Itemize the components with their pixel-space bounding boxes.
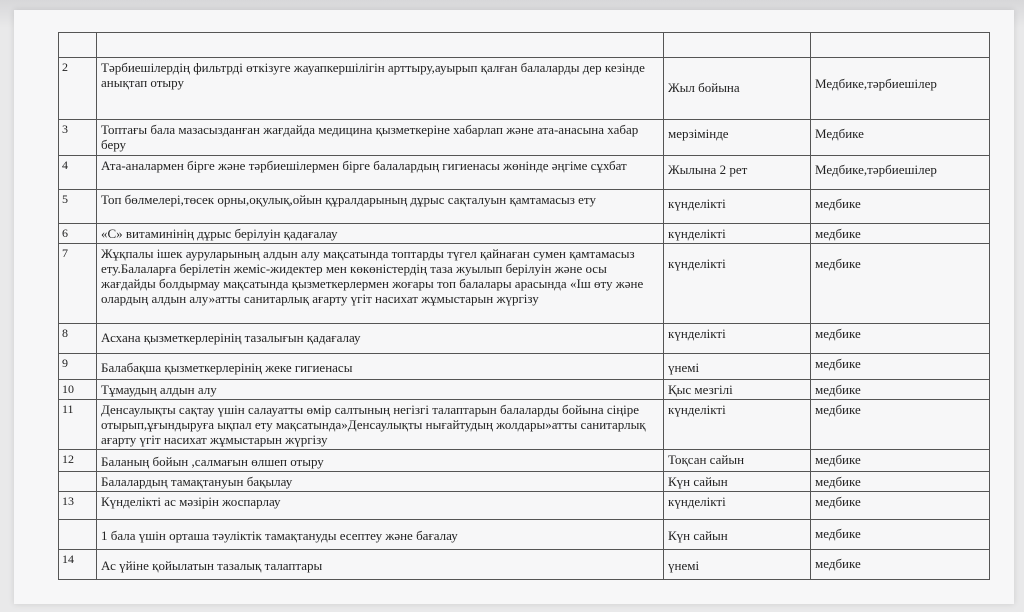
table-row xyxy=(59,120,990,156)
table-row xyxy=(59,224,990,244)
row-number xyxy=(59,472,97,492)
row-number: 10 xyxy=(59,380,97,400)
table-row xyxy=(59,244,990,324)
responsible-cell: медбике xyxy=(811,354,990,380)
period-cell: күнделікті xyxy=(664,400,811,450)
row-number: 5 xyxy=(59,190,97,224)
task-cell xyxy=(97,33,664,58)
task-cell: Ас үйіне қойылатын тазалық талаптары xyxy=(97,550,664,580)
responsible-cell: Медбике xyxy=(811,120,990,156)
responsible-cell: медбике xyxy=(811,520,990,550)
row-number: 12 xyxy=(59,450,97,472)
responsible-cell: медбике xyxy=(811,550,990,580)
row-number: 11 xyxy=(59,400,97,450)
row-number: 7 xyxy=(59,244,97,324)
table-row xyxy=(59,400,990,450)
table-row xyxy=(59,550,990,580)
row-number: 13 xyxy=(59,492,97,520)
table-row xyxy=(59,354,990,380)
task-cell: Денсаулықты сақтау үшін салауатты өмір салтының негізгі талаптарын балаларды бойына сіңіре отырып,ұғындыруға ықпал ету мақсатында»Денсаулықты нығайтудың жолдары»атты санитарлық ағарту үгіт насихат жұмыстарын жүргізу xyxy=(97,400,664,450)
task-cell: Балалардың тамақтануын бақылау xyxy=(97,472,664,492)
task-cell: Асхана қызметкерлерінің тазалығын қадағалау xyxy=(97,324,664,354)
row-number: 9 xyxy=(59,354,97,380)
period-cell: Күн сайын xyxy=(664,472,811,492)
table-row xyxy=(59,472,990,492)
table-row xyxy=(59,380,990,400)
responsible-cell xyxy=(811,33,990,58)
period-cell: Жылына 2 рет xyxy=(664,156,811,190)
task-cell: «С» витаминінің дұрыс берілуін қадағалау xyxy=(97,224,664,244)
task-cell: Балабақша қызметкерлерінің жеке гигиенасы xyxy=(97,354,664,380)
row-number: 3 xyxy=(59,120,97,156)
task-cell: Топтағы бала мазасызданған жағдайда медицина қызметкеріне хабарлап және ата-анасына хабар беру xyxy=(97,120,664,156)
period-cell: Күн сайын xyxy=(664,520,811,550)
responsible-cell: Медбике,тәрбиешілер xyxy=(811,156,990,190)
task-cell: Топ бөлмелері,төсек орны,оқулық,ойын құралдарының дұрыс сақталуын қамтамасыз ету xyxy=(97,190,664,224)
task-cell: Жұқпалы ішек ауруларының алдын алу мақсатында топтарды түгел қайнаған сумен қамтамасыз ету.Балаларға берілетін жеміс-жидектер мен көкөністердің таза жуылып берілуін және осы жағдайды болдырмау мақсатында қызметкерлермен жоғары топ балалары арасында «Іш өту және олардың алдын алу»атты санитарлық ағарту үгіт насихат жұмыстарын жүргізу xyxy=(97,244,664,324)
period-cell xyxy=(664,33,811,58)
task-cell: Тұмаудың алдын алу xyxy=(97,380,664,400)
task-cell: Күнделікті ас мәзірін жоспарлау xyxy=(97,492,664,520)
task-cell: Ата-аналармен бірге және тәрбиешілермен бірге балалардың гигиенасы жөнінде әңгіме сұхбат xyxy=(97,156,664,190)
period-cell: күнделікті xyxy=(664,190,811,224)
row-number: 14 xyxy=(59,550,97,580)
task-cell: Баланың бойын ,салмағын өлшеп отыру xyxy=(97,450,664,472)
period-cell: үнемі xyxy=(664,354,811,380)
period-cell: күнделікті xyxy=(664,492,811,520)
responsible-cell: медбике xyxy=(811,472,990,492)
period-cell: Жыл бойына xyxy=(664,58,811,120)
table-row xyxy=(59,520,990,550)
row-number: 2 xyxy=(59,58,97,120)
period-cell: күнделікті xyxy=(664,324,811,354)
period-cell: Қыс мезгілі xyxy=(664,380,811,400)
table-row xyxy=(59,33,990,58)
row-number xyxy=(59,33,97,58)
responsible-cell: медбике xyxy=(811,450,990,472)
responsible-cell: медбике xyxy=(811,190,990,224)
table-body xyxy=(59,33,990,580)
task-cell: 1 бала үшін орташа тәуліктік тамақтануды есептеу және бағалау xyxy=(97,520,664,550)
table-row xyxy=(59,58,990,120)
responsible-cell: медбике xyxy=(811,324,990,354)
row-number: 8 xyxy=(59,324,97,354)
period-cell: Тоқсан сайын xyxy=(664,450,811,472)
period-cell: күнделікті xyxy=(664,244,811,324)
task-cell: Тәрбиешілердің фильтрді өткізуге жауапкершілігін арттыру,ауырып қалған балаларды дер кезінде анықтап отыру xyxy=(97,58,664,120)
table-row xyxy=(59,324,990,354)
period-cell: мерзімінде xyxy=(664,120,811,156)
period-cell: үнемі xyxy=(664,550,811,580)
row-number xyxy=(59,520,97,550)
row-number: 6 xyxy=(59,224,97,244)
responsible-cell: медбике xyxy=(811,380,990,400)
period-cell: күнделікті xyxy=(664,224,811,244)
health-plan-table xyxy=(58,32,990,580)
row-number: 4 xyxy=(59,156,97,190)
responsible-cell: медбике xyxy=(811,400,990,450)
responsible-cell: медбике xyxy=(811,224,990,244)
table-row xyxy=(59,190,990,224)
table-row xyxy=(59,492,990,520)
responsible-cell: Медбике,тәрбиешілер xyxy=(811,58,990,120)
responsible-cell: медбике xyxy=(811,244,990,324)
table-row xyxy=(59,156,990,190)
table-row xyxy=(59,450,990,472)
responsible-cell: медбике xyxy=(811,492,990,520)
